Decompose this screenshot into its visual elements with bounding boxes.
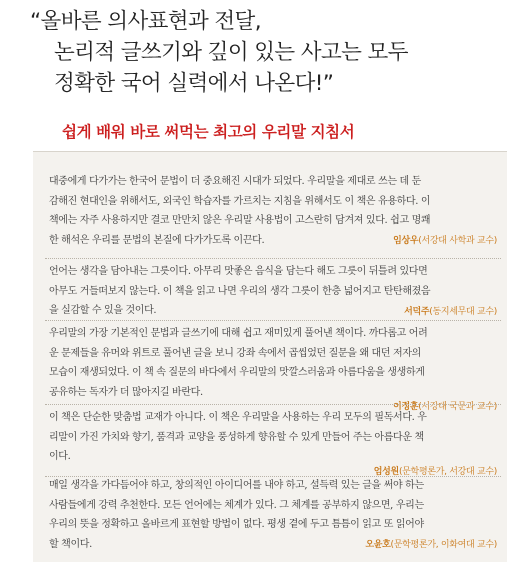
review-attribution bbox=[49, 538, 497, 552]
review-text-line: 이 책은 단순한 맞춤법 교재가 아니다. 이 책은 우리말을 사용하는 우리 모두의 필독서다. 우 bbox=[49, 412, 427, 423]
review-2 bbox=[49, 262, 497, 319]
review-text-line: 아무도 거들떠보지 않는다. 이 책을 읽고 나면 우리의 생각 그릇이 한층 넓어지고 탄탄해졌음 bbox=[49, 285, 431, 297]
divider bbox=[45, 404, 501, 405]
reviewer-name: 이정훈 bbox=[393, 402, 419, 412]
reviewer-name: 임상우 bbox=[393, 236, 419, 246]
reviewer-name: 오윤호 bbox=[365, 540, 391, 550]
reviewer-affiliation: (서강대 국문과 교수) bbox=[418, 402, 497, 412]
reviewer-name: 엄성원 bbox=[373, 466, 399, 477]
review-text-line: 언어는 생각을 담아내는 그릇이다. 아무리 맛좋은 음식을 담는다 해도 그릇이 뒤틀려 있다면 bbox=[49, 266, 428, 277]
reviewer-affiliation: (문학평론가, 서강대 교수) bbox=[398, 466, 497, 477]
review-text-line: 공유하는 독자가 더 많아지길 바란다. bbox=[49, 386, 203, 398]
review-1 bbox=[49, 172, 497, 248]
review-text-line: 모습이 재생되었다. 이 책 속 질문의 바다에서 우리말의 맛깔스러움과 아름다움을 생생하게 bbox=[49, 367, 425, 378]
divider bbox=[45, 258, 501, 259]
divider bbox=[45, 320, 501, 321]
review-4 bbox=[49, 408, 497, 479]
review-text-line: 이다. bbox=[49, 451, 71, 462]
review-text-line: 우리의 뜻을 정확하고 올바르게 표현할 방법이 없다. 평생 곁에 두고 틈틈이 읽고 또 읽어야 bbox=[49, 519, 424, 530]
review-3 bbox=[49, 324, 497, 414]
reviewer-affiliation: (문학평론가, 이화여대 교수) bbox=[390, 540, 497, 550]
review-text-line: 을 실감할 수 있을 것이다. bbox=[49, 305, 157, 316]
quote-line-2: 논리적 글쓰기와 깊이 있는 사고는 모두 bbox=[54, 40, 408, 65]
reviewer-name: 서덕주 bbox=[404, 306, 430, 317]
review-text-line: 리말이 가진 가치와 향기, 품격과 교양을 풍성하게 향유할 수 있게 만들어 주는 아름다운 책 bbox=[49, 431, 424, 443]
reviewer-affiliation: (동지세무대 교수) bbox=[429, 306, 497, 317]
review-5 bbox=[49, 476, 497, 552]
quote-line-3: 정확한 국어 실력에서 나온다!” bbox=[54, 71, 334, 96]
review-text-line: 책에는 자주 사용하지만 결코 만만치 않은 우리말 사용법이 고스란히 담겨져 있다. 쉽고 명쾌 bbox=[49, 215, 431, 226]
review-text-line: 사람들에게 강력 추천한다. 모든 언어에는 체계가 있다. 그 체계를 공부하지 않으면, 우리는 bbox=[49, 499, 424, 511]
review-text-line: 매일 생각을 가다듬어야 하고, 창의적인 아이디어를 내야 하고, 설득력 있는 글을 써야 하는 bbox=[49, 480, 424, 491]
review-text-line: 대중에게 다가가는 한국어 문법이 더 중요해진 시대가 되었다. 우리말을 제대로 쓰는 데 둔 bbox=[49, 176, 421, 187]
review-text-line: 감해진 현대인을 위해서도, 외국인 학습자를 가르치는 지침을 위해서도 이 책은 유용하다. 이 bbox=[49, 195, 431, 207]
review-text-line: 운 문제들을 유머와 위트로 풀어낸 글을 보니 강좌 속에서 곱씹었던 질문을 왜 대던 저자의 bbox=[49, 347, 421, 359]
subtitle: 쉽게 배워 바로 써먹는 최고의 우리말 지침서 bbox=[62, 123, 355, 141]
quote-line-1: “올바른 의사표현과 전달, bbox=[30, 9, 261, 34]
review-text-line: 한 해석은 우리를 문법의 본질에 다가가도록 이끈다. bbox=[49, 234, 265, 246]
review-text-line: 우리말의 가장 기본적인 문법과 글쓰기에 대해 쉽고 재미있게 풀어낸 책이다. 까다롭고 어려 bbox=[49, 328, 428, 339]
headline-quote bbox=[30, 6, 500, 99]
reviewer-affiliation: (서강대 사학과 교수) bbox=[418, 236, 497, 246]
review-text-line: 할 책이다. bbox=[49, 538, 92, 550]
